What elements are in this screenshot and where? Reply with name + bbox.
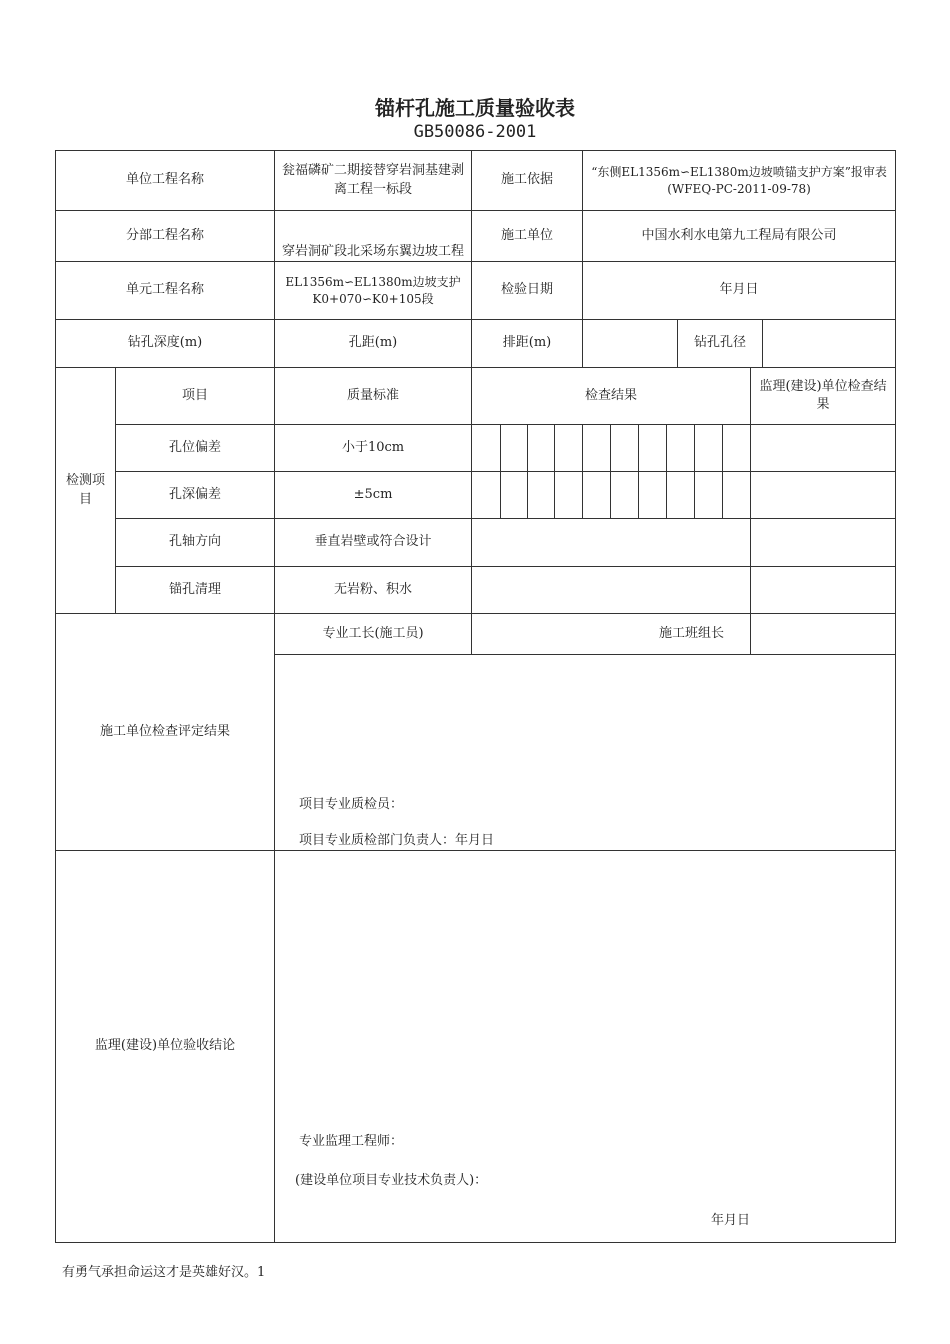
footer-text: 有勇气承担命运这才是英雄好汉。1	[62, 1265, 266, 1280]
result-cell	[695, 472, 723, 519]
sub-project-label: 分部工程名称	[56, 211, 275, 262]
table-row	[56, 425, 896, 472]
result-cell	[667, 472, 695, 519]
result-cell	[639, 472, 667, 519]
diameter-value	[763, 320, 895, 367]
acceptance-form-table	[55, 150, 896, 1243]
result-cell-wide	[472, 519, 751, 567]
result-cell	[583, 472, 611, 519]
sub-project-value: 穿岩洞矿段北采场东翼边坡工程	[275, 211, 472, 262]
row-standard: 无岩粉、积水	[275, 567, 472, 614]
row-item: 孔轴方向	[116, 519, 275, 567]
date-value: 年月日	[583, 262, 896, 320]
basis-value-line-2: (WFEQ-PC-2011-09-78)	[667, 181, 811, 196]
row-standard: 小于10cm	[275, 425, 472, 472]
result-cell-wide	[472, 567, 751, 614]
diameter-cell	[583, 320, 896, 368]
spacing-label: 孔距(m)	[275, 320, 472, 368]
element-label: 单元工程名称	[56, 262, 275, 320]
result-cell	[501, 472, 528, 519]
result-cell	[583, 425, 611, 472]
element-value-line-2: K0+070∽K0+105段	[312, 291, 434, 306]
table-row	[56, 472, 896, 519]
contractor-personnel-row	[56, 614, 896, 655]
inspector-line: 项目专业质检员：	[299, 796, 404, 812]
result-cell	[667, 425, 695, 472]
depth-label: 钻孔深度(m)	[56, 320, 275, 368]
supervisor-result-cell	[751, 519, 896, 567]
inspection-header-row	[56, 368, 896, 425]
contractor-label: 施工单位	[472, 211, 583, 262]
diameter-label: 钻孔孔径	[678, 320, 763, 367]
supervisor-result-cell	[751, 472, 896, 519]
contractor-signature-area	[275, 655, 896, 851]
team-leader-value	[751, 614, 896, 655]
result-cell	[501, 425, 528, 472]
engineer-line: 专业监理工程师：	[299, 1134, 404, 1150]
unit-project-value: 瓮福磷矿二期接替穿岩洞基建剥离工程一标段	[275, 151, 472, 211]
foreman-label: 专业工长(施工员)	[275, 614, 472, 655]
basis-value-line-1: “东侧EL1356m∽EL1380m边坡喷锚支护方案”报审表	[591, 164, 887, 179]
result-cell	[555, 472, 583, 519]
result-cell	[528, 425, 555, 472]
contractor-eval-label: 施工单位检查评定结果	[56, 614, 275, 851]
element-value-line-1: EL1356m∽EL1380m边坡支护	[285, 274, 461, 289]
standard-code: GB50086-2001	[413, 122, 537, 142]
row-item: 孔深偏差	[116, 472, 275, 519]
result-cell	[528, 472, 555, 519]
supervisor-date-line: 年月日	[711, 1212, 751, 1228]
row-standard: ±5cm	[275, 472, 472, 519]
drilling-params-row	[56, 320, 896, 368]
result-cell	[472, 472, 501, 519]
row-item: 孔位偏差	[116, 425, 275, 472]
basis-label: 施工依据	[472, 151, 583, 211]
element-value	[275, 262, 472, 320]
result-cell	[695, 425, 723, 472]
row-standard: 垂直岩壁或符合设计	[275, 519, 472, 567]
col-result: 检查结果	[472, 368, 751, 425]
row-spacing-label: 排距(m)	[472, 320, 583, 368]
unit-project-label: 单位工程名称	[56, 151, 275, 211]
unit-project-row	[56, 151, 896, 211]
basis-value	[583, 151, 896, 211]
supervisor-eval-label: 监理(建设)单位验收结论	[56, 851, 275, 1243]
supervisor-result-cell	[751, 567, 896, 614]
row-spacing-value	[583, 320, 678, 367]
contractor-value: 中国水利水电第九工程局有限公司	[583, 211, 896, 262]
page-title: 锚杆孔施工质量验收表	[375, 96, 575, 120]
result-cell	[639, 425, 667, 472]
col-item: 项目	[116, 368, 275, 425]
col-supervisor: 监理(建设)单位检查结果	[751, 368, 896, 425]
table-row	[56, 519, 896, 567]
result-cell	[472, 425, 501, 472]
result-cell	[611, 425, 639, 472]
supervisor-signature-area	[275, 851, 896, 1243]
owner-line: (建设单位项目专业技术负责人)：	[295, 1172, 488, 1188]
date-label: 检验日期	[472, 262, 583, 320]
table-row	[56, 567, 896, 614]
result-cell	[555, 425, 583, 472]
sub-project-row	[56, 211, 896, 262]
element-row	[56, 262, 896, 320]
dept-head-line: 项目专业质检部门负责人：年月日	[299, 832, 495, 848]
result-cell	[723, 425, 751, 472]
result-cell	[611, 472, 639, 519]
supervisor-conclusion-row	[56, 851, 896, 1243]
supervisor-result-cell	[751, 425, 896, 472]
row-item: 锚孔清理	[116, 567, 275, 614]
team-leader-label: 施工班组长	[472, 614, 751, 655]
inspection-section-label: 检测项目	[56, 368, 116, 614]
result-cell	[723, 472, 751, 519]
col-standard: 质量标准	[275, 368, 472, 425]
